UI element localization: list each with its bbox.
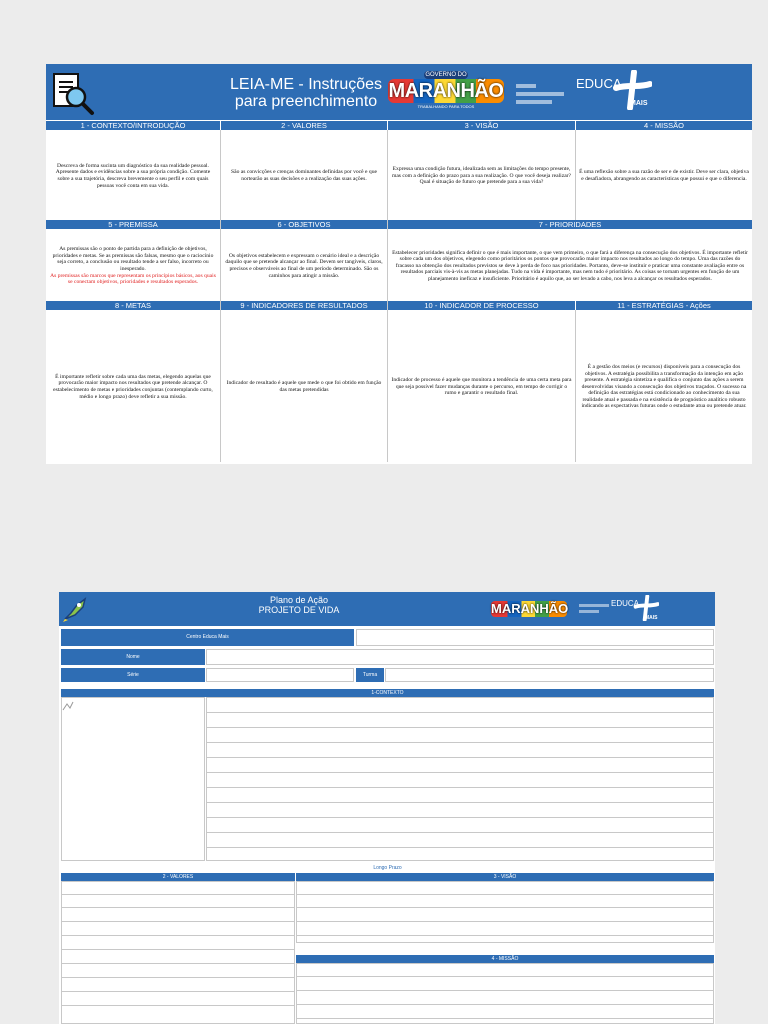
section-label-metas: 8 - METAS	[46, 301, 220, 310]
section-text-premissa: As premissas são o ponto de partida para a definição de objetivos, prioridades e metas. Se as premissas são falsas, mesmo que o raciocínio seja correto, a conclusão ou resultado tende a ser falso, incorreto ou inesperado.	[52, 246, 214, 272]
seduc-logo	[516, 78, 564, 108]
section-label-premissa: 5 - PREMISSA	[46, 220, 220, 229]
centro-label-bar	[61, 629, 354, 646]
maranhao-logo-small	[491, 598, 567, 622]
rocket-icon	[61, 595, 89, 623]
maranhao-logo-subtitle: TRABALHANDO PARA TODOS	[417, 104, 475, 109]
contexto-section-header: 1-CONTEXTO	[61, 689, 714, 697]
section-text-estrategias: É a gestão dos meios (e recursos) disponíveis para a consecução dos objetivos. A estratégia possibilita a transformação da intenção em ação presente. A estratégia sintetiza e qualifica o conjunto das ações a serem desenvolvidas visando a consecução dos objetivos traçados. O sucesso na definição das estratégias está condicionado ao conhecimento da sua realidade atual e passada e na existência de prognóstico analítico robusto indicando as expectativas futuras onde o estudante atua ou pretende atuar.	[581, 363, 747, 410]
nome-input[interactable]	[206, 649, 714, 665]
action-plan-header	[59, 592, 715, 626]
mais-logo-word: MAIS	[630, 100, 648, 107]
action-plan-sheet	[59, 592, 715, 1024]
maranhao-logo-word: MARANHÃO	[388, 80, 504, 102]
document-search-icon	[50, 70, 96, 116]
contexto-text-area[interactable]	[206, 697, 714, 861]
section-text-indicadores-resultados: Indicador de resultado é aquele que mede o que foi obtido em função das metas pretendidas	[226, 380, 382, 393]
missao-text-area[interactable]	[296, 963, 714, 1024]
title-line-1: LEIA-ME - Instruções	[229, 76, 383, 93]
valores-text-area[interactable]	[61, 881, 295, 1024]
visao-section-header: 3 - VISÃO	[296, 873, 714, 881]
seduc-logo-small	[579, 604, 609, 614]
valores-section-header: 2 - VALORES	[61, 873, 295, 881]
turma-input[interactable]	[385, 668, 714, 682]
section-text-visao: Expressa uma condição futura, idealizada sem as limitações do tempo presente, mas com a definição do prazo para a sua realização. O que você deseja realizar? Qual é situação de futuro que pretende para a sua vida?	[391, 166, 572, 186]
column-divider	[575, 310, 576, 462]
instructions-title	[226, 76, 386, 110]
section-text-contexto: Descreva de forma sucinta um diagnóstico da sua realidade pessoal. Apresente dados e evidências sobre a sua própria condição. Comente sobre a sua trajetória, descreva brevemente o seu perfil e com quais pessoas você conta em sua vida.	[55, 162, 211, 189]
educa-mais-logo-small	[611, 595, 667, 625]
serie-label: Série	[127, 672, 139, 678]
educa-logo-small-word: EDUCA	[611, 599, 640, 608]
section-label-missao: 4 - MISSÃO	[576, 121, 752, 130]
column-divider	[575, 130, 576, 220]
instructions-sheet	[46, 64, 752, 464]
visao-text-area[interactable]	[296, 881, 714, 943]
section-text-premissa-highlight: As premissas são marcos que representam os princípios básicos, aos quais se conectam objetivos, prioridades e resultados esperados.	[50, 272, 216, 286]
column-divider	[387, 130, 388, 462]
section-label-prioridades: 7 - PRIORIDADES	[388, 220, 752, 229]
section-label-valores: 2 - VALORES	[221, 121, 387, 130]
educa-mais-logo	[576, 70, 666, 116]
turma-label-bar	[356, 668, 384, 682]
contexto-image-area[interactable]	[61, 697, 205, 861]
centro-label: Centro Educa Mais	[186, 634, 229, 640]
maranhao-logo-top: GOVERNO DO	[425, 72, 467, 78]
section-text-metas: É importante refletir sobre cada uma das metas, elegendo aquelas que provocarão maior impacto nos resultados que pretende alcançar. O estabelecimento de metas e prioridades conjuntas (contemplando curto, médio e longo prazo) deve refletir a sua missão.	[53, 373, 213, 400]
section-label-contexto: 1 - CONTEXTO/INTRODUÇÃO	[46, 121, 220, 130]
maranhao-logo	[388, 71, 504, 113]
section-label-indicador-processo: 10 - INDICADOR DE PROCESSO	[388, 301, 575, 310]
mais-logo-small-word: MAIS	[645, 615, 658, 621]
longo-prazo-label: Longo Prazo	[373, 865, 402, 871]
serie-label-bar	[61, 668, 205, 682]
column-divider	[220, 130, 221, 462]
section-text-objetivos: Os objetivos estabelecem e expressam o cenário ideal e a descrição daquilo que se pretende alcançar ao final. Devem ser tangíveis, claros, precisos e observáveis ao final de um período determinado. São os caminhos para atingir a missão.	[225, 252, 383, 279]
section-text-missao: É uma reflexão sobre a sua razão de ser e de existir. Deve ser clara, objetiva e desafiadora, abrangendo as características que possui e que o diferencia.	[579, 169, 749, 182]
section-label-visao: 3 - VISÃO	[388, 121, 575, 130]
maranhao-logo-small-word: MARANHÃO	[491, 601, 569, 616]
broken-image-icon	[62, 700, 76, 712]
section-label-estrategias: 11 - ESTRATÉGIAS - Ações	[576, 301, 752, 310]
title-line-2: para preenchimento	[234, 93, 378, 110]
nome-label-bar	[61, 649, 205, 665]
section-text-valores: São as convicções e crenças dominantes definidas por você e que nortearão as suas decisões e a realização das suas ações.	[230, 169, 377, 182]
action-plan-title	[239, 595, 359, 615]
centro-input[interactable]	[356, 629, 714, 646]
action-plan-title-line-1: Plano de Ação	[269, 595, 329, 605]
missao-section-header: 4 - MISSÃO	[296, 955, 714, 963]
section-label-indicadores-resultados: 9 - INDICADORES DE RESULTADOS	[221, 301, 387, 310]
educa-logo-word: EDUCA	[576, 76, 622, 91]
serie-input[interactable]	[206, 668, 354, 682]
nome-label: Nome	[126, 654, 140, 660]
turma-label: Turma	[362, 672, 378, 678]
section-label-objetivos: 6 - OBJETIVOS	[221, 220, 387, 229]
action-plan-title-line-2: PROJETO DE VIDA	[258, 605, 340, 615]
section-text-prioridades: Estabelecer prioridades significa definir o que é mais importante, o que vem primeiro, o que fará a diferença na consecução dos objetivos. É importante refletir sobre cada um dos objetivos, elegendo como prioritários os pontos que provocarão maior impacto nos resultados ao longo do tempo. Uma das razões do fracasso na obtenção dos resultados previstos se deve à perda de foco nas prioridades. Portanto, deve-se instituir e praticar uma constante avaliação entre os resultados parciais vis-à-vis as metas planejadas. Tudo na vida é importante, mas nem tudo é prioritário. As coisas se tornam urgentes em função de um planejamento ineficaz e insuficiente. Prioritário é aquilo que, ao ser levado a cabo, nos leva a alcançar os resultados esperados.	[392, 249, 748, 282]
section-text-indicador-processo: Indicador de processo é aquele que monitora a tendência de uma certa meta para que seja possível fazer mudanças durante o percurso, em tempo de corrigir o rumo e garantir o resultado final.	[391, 377, 572, 397]
instructions-header	[46, 64, 752, 120]
